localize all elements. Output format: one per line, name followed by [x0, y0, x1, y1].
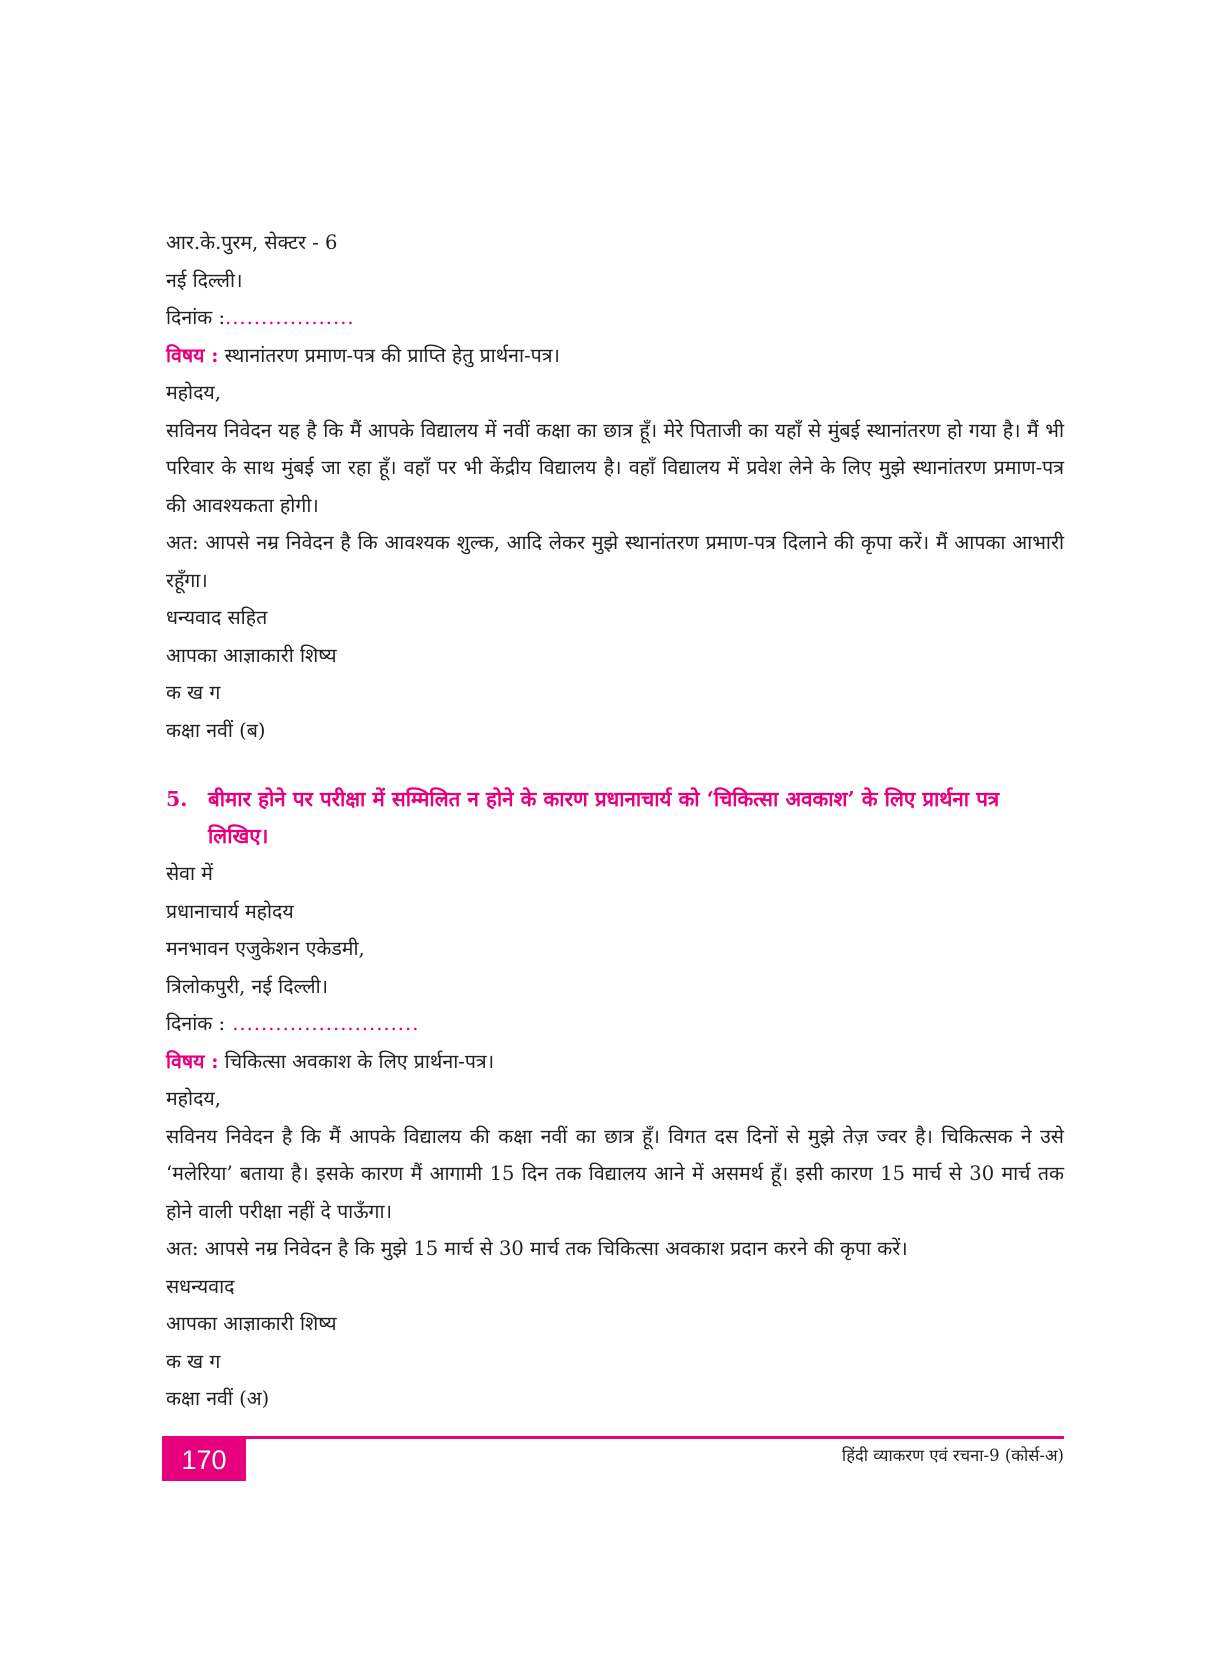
page-content: [166, 224, 1064, 1418]
footer-divider: [162, 1436, 1064, 1439]
letter2-closing: सधन्यवाद: [166, 1274, 235, 1298]
letter1-address-line2: नई दिल्ली।: [166, 268, 243, 292]
letter1-signoff: आपका आज्ञाकारी शिष्य: [166, 643, 337, 667]
question-text: बीमार होने पर परीक्षा में सम्मिलित न होने के कारण प्रधानाचार्य को ‘चिकित्सा अवकाश’ के लिए प्रार्थना पत्र लिखिए।: [208, 787, 1000, 848]
letter1-closing: धन्यवाद सहित: [166, 606, 268, 629]
letter1-subject-label: विषय :: [166, 343, 219, 367]
letter1-body-paragraph-1: सविनय निवेदन यह है कि मैं आपके विद्यालय में नवीं कक्षा का छात्र हूँ। मेरे पिताजी का यहाँ से मुंबई स्थानांतरण हो गया है। मैं भी परिवार के साथ मुंबई जा रहा हूँ। वहाँ पर भी केंद्रीय विद्यालय है। वहाँ विद्यालय में प्रवेश लेने के लिए मुझे स्थानांतरण प्रमाण-पत्र की आवश्यकता होगी।: [166, 418, 1064, 517]
letter2-subject: [166, 1043, 1064, 1081]
letter2-subject-label: विषय :: [166, 1049, 219, 1073]
letter2-date-dots: ..........................: [225, 1012, 420, 1035]
letter1-class: कक्षा नवीं (ब): [166, 718, 266, 742]
letter2-date: [166, 1005, 1064, 1043]
letter1-date: [166, 299, 1064, 337]
letter2-to: सेवा में: [166, 862, 213, 885]
letter1-body-paragraph-2: अत: आपसे नम्र निवेदन है कि आवश्यक शुल्क, आदि लेकर मुझे स्थानांतरण प्रमाण-पत्र दिलाने की कृपा करें। मैं आपका आभारी रहूँगा।: [166, 531, 1064, 592]
letter1-date-dots: ..................: [225, 306, 355, 329]
letter1-subject: [166, 337, 1064, 375]
letter1-salutation: महोदय,: [166, 381, 221, 404]
letter2-body-paragraph-2: अत: आपसे नम्र निवेदन है कि मुझे 15 मार्च से 30 मार्च तक चिकित्सा अवकाश प्रदान करने की कृपा करें।: [166, 1237, 908, 1260]
letter2-salutation: महोदय,: [166, 1087, 221, 1110]
question-number: 5.: [166, 787, 188, 811]
letter1-name: क ख ग: [166, 681, 221, 704]
letter2-class: कक्षा नवीं (अ): [166, 1387, 270, 1410]
letter2-subject-text: चिकित्सा अवकाश के लिए प्रार्थना-पत्र।: [218, 1049, 495, 1073]
question-5-heading: [166, 781, 1064, 855]
letter2-signoff: आपका आज्ञाकारी शिष्य: [166, 1312, 337, 1335]
letter2-body-paragraph-1: सविनय निवेदन है कि मैं आपके विद्यालय की कक्षा नवीं का छात्र हूँ। विगत दस दिनों से मुझे तेज़ ज्वर है। चिकित्सक ने उसे ‘मलेरिया’ बताया है। इसके कारण मैं आगामी 15 दिन तक विद्यालय आने में असमर्थ हूँ। इसी कारण 15 मार्च से 30 मार्च तक होने वाली परीक्षा नहीं दे पाऊँगा।: [166, 1124, 1064, 1223]
letter2-date-label: दिनांक :: [166, 1012, 226, 1035]
letter2-school: मनभावन एजुकेशन एकेडमी,: [166, 937, 365, 960]
letter2-name: क ख ग: [166, 1349, 221, 1373]
letter1-date-label: दिनांक :: [166, 306, 226, 329]
letter1-subject-text: स्थानांतरण प्रमाण-पत्र की प्राप्ति हेतु प्रार्थना-पत्र।: [218, 343, 560, 367]
letter1-address-line1: आर.के.पुरम, सेक्टर - 6: [166, 231, 338, 254]
letter2-recipient: प्रधानाचार्य महोदय: [166, 899, 294, 923]
book-title: हिंदी व्याकरण एवं रचना-9 (कोर्स-अ): [841, 1446, 1064, 1465]
letter2-location: त्रिलोकपुरी, नई दिल्ली।: [166, 974, 329, 998]
page-number: 170: [162, 1439, 246, 1481]
